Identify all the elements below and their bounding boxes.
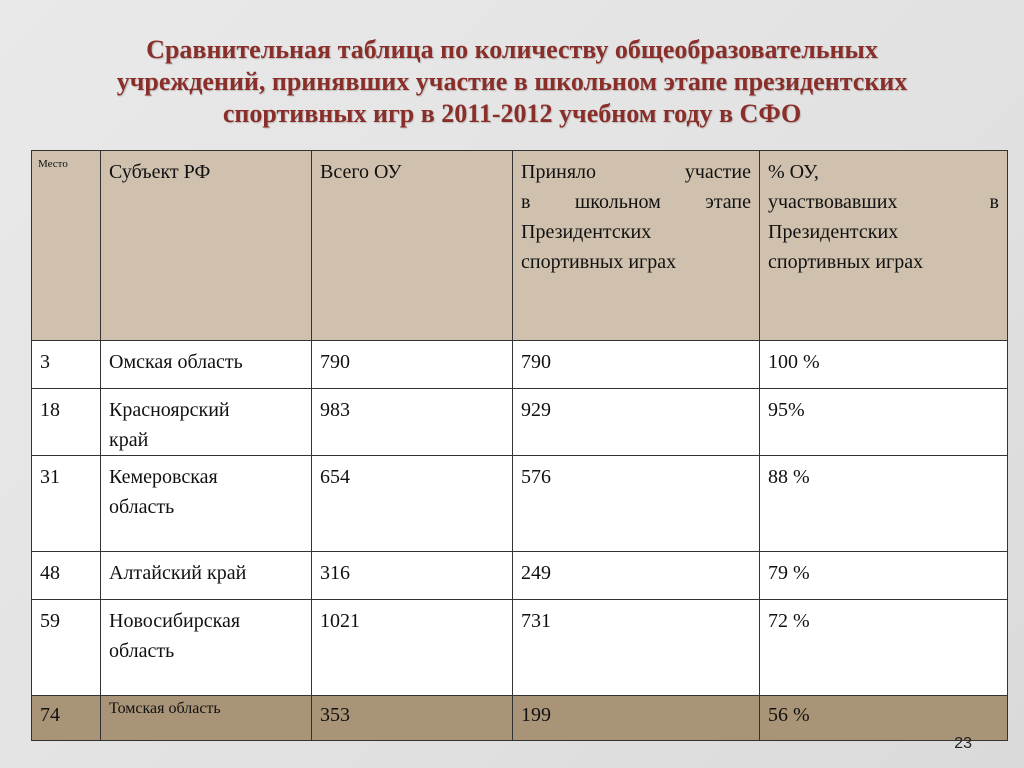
slide-title xyxy=(40,34,984,130)
cell-subject-line: Новосибирская xyxy=(109,610,241,632)
comparison-table xyxy=(31,150,1008,741)
cell-subject xyxy=(101,696,312,741)
cell-place: 59 xyxy=(32,600,101,696)
cell-subject-line: Омская область xyxy=(109,351,243,373)
cell-participated: 576 xyxy=(513,456,760,552)
header-percent xyxy=(760,151,1008,341)
header-percent-line: участвовавших в xyxy=(768,191,999,213)
cell-total: 1021 xyxy=(312,600,513,696)
cell-percent: 100 % xyxy=(760,341,1008,389)
cell-place: 3 xyxy=(32,341,101,389)
cell-subject-line: край xyxy=(109,429,149,451)
title-line-3: спортивных игр в 2011-2012 учебном году в СФО xyxy=(222,99,802,128)
table-row xyxy=(32,552,1008,600)
cell-subject-line: Кемеровская xyxy=(109,466,218,488)
header-percent-line: Президентских xyxy=(768,221,899,243)
table-row xyxy=(32,341,1008,389)
cell-subject xyxy=(101,456,312,552)
cell-total: 316 xyxy=(312,552,513,600)
cell-place: 31 xyxy=(32,456,101,552)
title-line-1: Сравнительная таблица по количеству общеобразовательных xyxy=(146,35,878,64)
cell-percent: 72 % xyxy=(760,600,1008,696)
title-line-2: учреждений, принявших участие в школьном этапе президентских xyxy=(116,67,908,96)
cell-subject-line: Томская область xyxy=(109,700,221,717)
cell-subject-line: Красноярский xyxy=(109,399,230,421)
cell-total: 654 xyxy=(312,456,513,552)
header-total: Всего ОУ xyxy=(312,151,513,341)
cell-subject-line: область xyxy=(109,640,175,662)
cell-subject xyxy=(101,389,312,456)
cell-place: 74 xyxy=(32,696,101,741)
cell-place: 18 xyxy=(32,389,101,456)
header-place: Место xyxy=(32,151,101,341)
table-row xyxy=(32,600,1008,696)
table-row-highlighted xyxy=(32,696,1008,741)
header-participated-line: Приняло участие xyxy=(521,161,751,183)
header-participated xyxy=(513,151,760,341)
header-participated-line: Президентских xyxy=(521,221,652,243)
table-header-row xyxy=(32,151,1008,341)
cell-percent: 56 % xyxy=(760,696,1008,741)
cell-place: 48 xyxy=(32,552,101,600)
cell-participated: 731 xyxy=(513,600,760,696)
cell-participated: 199 xyxy=(513,696,760,741)
page-number: 23 xyxy=(954,735,972,752)
cell-subject xyxy=(101,341,312,389)
cell-total: 983 xyxy=(312,389,513,456)
cell-total: 790 xyxy=(312,341,513,389)
table-row xyxy=(32,389,1008,456)
cell-subject-line: Алтайский край xyxy=(109,562,247,584)
cell-percent: 95% xyxy=(760,389,1008,456)
cell-participated: 790 xyxy=(513,341,760,389)
cell-subject xyxy=(101,552,312,600)
header-subject: Субъект РФ xyxy=(101,151,312,341)
cell-participated: 929 xyxy=(513,389,760,456)
header-percent-line: % ОУ, xyxy=(768,161,819,183)
cell-total: 353 xyxy=(312,696,513,741)
header-percent-line: спортивных играх xyxy=(768,251,924,273)
cell-subject-line: область xyxy=(109,496,175,518)
header-participated-line: спортивных играх xyxy=(521,251,677,273)
cell-percent: 88 % xyxy=(760,456,1008,552)
table-row xyxy=(32,456,1008,552)
cell-percent: 79 % xyxy=(760,552,1008,600)
cell-subject xyxy=(101,600,312,696)
header-participated-line: в школьном этапе xyxy=(521,191,751,213)
cell-participated: 249 xyxy=(513,552,760,600)
